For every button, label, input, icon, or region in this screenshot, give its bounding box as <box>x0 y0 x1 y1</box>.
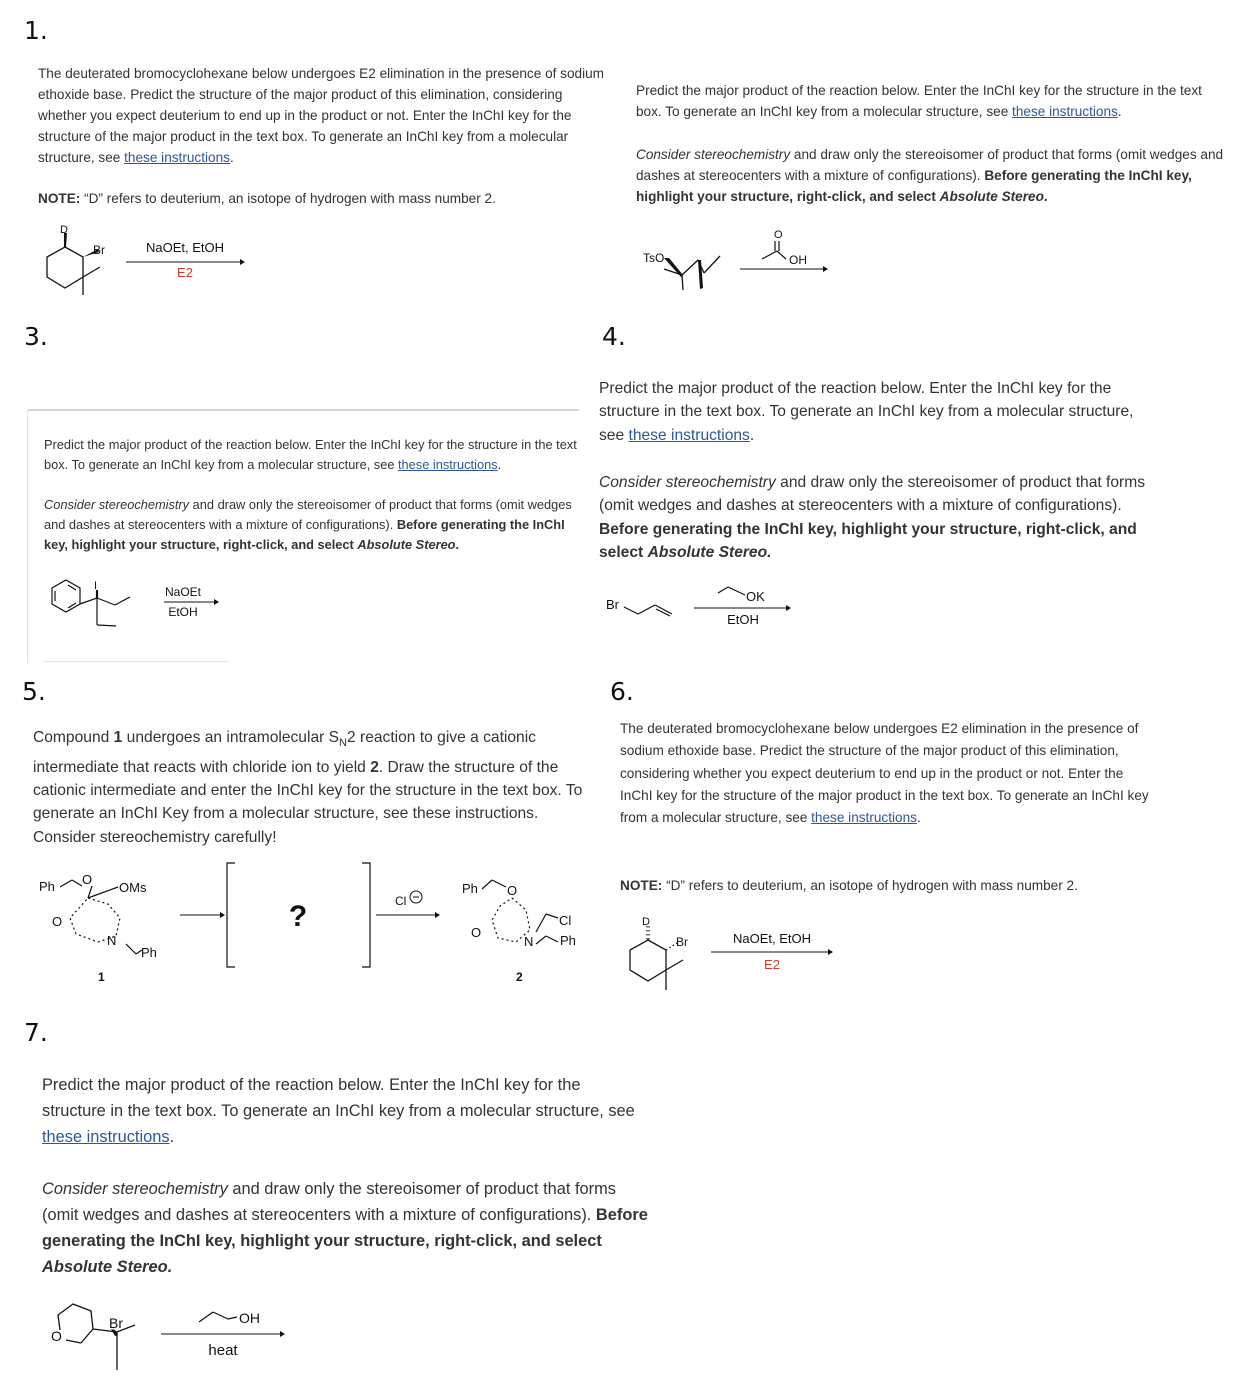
question-5-atom-o-2: O <box>507 883 518 898</box>
question-5-text-b: 2 reaction to give a cationic intermediate that reacts with chloride ion to yield <box>33 729 536 776</box>
question-3-reaction-scheme <box>44 575 234 640</box>
question-2-instructions-link[interactable]: these instructions <box>1012 104 1118 119</box>
question-1-note-label: NOTE: <box>38 191 81 206</box>
question-2-substrate <box>664 256 720 290</box>
question-7-reagent-oh: OH <box>239 1310 260 1326</box>
question-4-instructions-link[interactable]: these instructions <box>628 426 750 444</box>
question-2-reaction-scheme <box>640 220 840 300</box>
question-2-stereo-bold-italic: Absolute Stereo <box>939 189 1044 204</box>
question-3-text: Predict the major product of the reaction below. Enter the InChI key for the structure in the text box. To generate an InChI key from a molecular structure, see these instructions. <box>44 437 577 472</box>
question-4-reagent-ok: OK <box>746 589 765 604</box>
question-1-note <box>38 188 608 209</box>
question-1-number: 1. <box>24 16 48 45</box>
question-1-condition: E2 <box>177 265 193 280</box>
question-2-reagent-oh: OH <box>789 253 807 267</box>
question-2-prompt: Predict the major product of the reaction below. Enter the InChI key for the structure in the text box. To generate an InChI key from a molecular structure, see <box>636 83 1202 119</box>
question-2-reagent-o: O <box>774 229 783 241</box>
question-6-note-text: “D” refers to deuterium, an isotope of hydrogen with mass number 2. <box>666 878 1078 893</box>
question-4-text: Predict the major product of the reaction below. Enter the InChI key for the structure in the text box. To generate an InChI key from a molecular structure, see these instructions. <box>599 380 1134 444</box>
question-6-reagent: NaOEt, EtOH <box>732 931 812 946</box>
question-4-prompt: Predict the major product of the reaction below. Enter the InChI key for the structure in the text box. To generate an InChI key from a molecular structure, see <box>599 380 1134 444</box>
question-4-stereo-text: and draw only the stereoisomer of product that forms (omit wedges and dashes at stereocenters with a mixture of configurations). <box>599 474 1146 515</box>
question-1-atom-br: Br <box>93 243 105 257</box>
question-3-bottom-rule <box>44 661 228 662</box>
question-3-benzene-ring <box>52 580 80 612</box>
question-4-number: 4. <box>602 322 626 351</box>
question-7-instructions-link[interactable]: these instructions <box>42 1128 170 1146</box>
question-5-text-c: . Draw the structure of the cationic intermediate and enter the InChI key for the structure in the text box. To generate an InChI Key from a molecular structure, see these instructions. Consider stereochemistry carefully! <box>33 758 583 846</box>
question-1-text: The deuterated bromocyclohexane below undergoes E2 elimination in the presence of sodium ethoxide base. Predict the structure of the major product of this elimination, considering whether you expect deuterium to end up in the product or not. Enter the InChI key for the structure of the major product in the text box. To generate an InChI key from a molecular structure, see these instructions. <box>38 66 604 165</box>
question-5-compound-2-bonds <box>482 880 558 944</box>
question-2-stereo-note: Consider stereochemistry and draw only the stereoisomer of product that forms (omit wedges and dashes at stereocenters with a mixture of configurations). Before generating the InChI key, highlight your structure, right-click, and select Absolute Stereo. <box>636 147 1224 204</box>
question-3-alkyl-chain <box>80 597 130 626</box>
question-2-stereo-italic: Consider stereochemistry <box>636 147 791 162</box>
question-5-atom-o-ring-2: O <box>471 925 482 940</box>
question-6-condition: E2 <box>764 957 780 972</box>
question-5-number: 5. <box>22 677 46 706</box>
question-7-stereo-bold: Before generating the InChI key, highlight your structure, right-click, and select <box>42 1206 648 1250</box>
question-5-atom-ph-4: Ph <box>560 933 576 948</box>
question-3-stereo-italic: Consider stereochemistry <box>44 497 190 512</box>
question-6-note <box>620 875 1180 896</box>
question-3-stereo-bold: Before generating the InChI key, highlight your structure, right-click, and select <box>44 516 565 552</box>
question-7-ethanol <box>199 1312 237 1322</box>
question-2-stereo-text: and draw only the stereoisomer of product that forms (omit wedges and dashes at stereocenters with a mixture of configurations). <box>636 147 1224 183</box>
question-3-instructions-link[interactable]: these instructions <box>398 456 498 472</box>
question-5-label-2: 2 <box>516 970 523 984</box>
question-6-prompt: The deuterated bromocyclohexane below undergoes E2 elimination in the presence of sodium ethoxide base. Predict the structure of the major product of this elimination, considering whether you expect deuterium to end up in the product or not. Enter the InChI key for the structure of the major product in the text box. To generate an InChI key from a molecular structure, see <box>620 721 1149 826</box>
question-5-atom-oms: OMs <box>119 880 147 895</box>
question-3-stereo-text: and draw only the stereoisomer of product that forms (omit wedges and dashes at stereocenters with a mixture of configurations). <box>44 497 572 532</box>
question-2-atom-tso: TsO <box>643 251 665 265</box>
question-7-stereo-text: and draw only the stereoisomer of product that forms (omit wedges and dashes at stereocenters with a mixture of configurations). <box>42 1180 616 1224</box>
question-5-compound-2-ring <box>492 898 530 942</box>
question-4-stereo-italic: Consider stereochemistry <box>599 474 776 491</box>
question-4-atom-br: Br <box>606 597 619 612</box>
question-5-atom-cl: Cl <box>559 913 572 928</box>
question-1-prompt: The deuterated bromocyclohexane below undergoes E2 elimination in the presence of sodium ethoxide base. Predict the structure of the major product of this elimination, considering whether you expect deuterium to end up in the product or not. Enter the InChI key for the structure of the major product in the text box. To generate an InChI key from a molecular structure, see <box>38 66 604 165</box>
question-7-stereo-italic: Consider stereochemistry <box>42 1180 228 1198</box>
question-6-number: 6. <box>610 677 634 706</box>
question-1-note-text: “D” refers to deuterium, an isotope of hydrogen with mass number 2. <box>84 191 496 206</box>
question-1-instructions-link[interactable]: these instructions <box>124 150 230 165</box>
question-7-number: 7. <box>24 1018 48 1047</box>
question-4-stereo-bold-italic: Absolute Stereo <box>647 544 768 562</box>
question-2-tso-wedge <box>664 258 683 277</box>
question-5-atom-ph-3: Ph <box>462 881 478 896</box>
question-4-stereo-note: Consider stereochemistry and draw only the stereoisomer of product that forms (omit wedges and dashes at stereocenters with a mixture of configurations). Before generating the InChI key, highlight your structure, right-click, and select Absolute Stereo. <box>599 474 1146 562</box>
question-3-reagent-bottom: EtOH <box>168 605 198 619</box>
question-4-reaction-scheme <box>600 580 800 635</box>
question-4-stereo-bold: Before generating the InChI key, highlight your structure, right-click, and select <box>599 520 1137 562</box>
question-3-prompt: Predict the major product of the reaction below. Enter the InChI key for the structure in the text box. To generate an InChI key from a molecular structure, see <box>44 437 577 472</box>
question-6-text: The deuterated bromocyclohexane below undergoes E2 elimination in the presence of sodium ethoxide base. Predict the structure of the major product of this elimination, considering whether you expect deuterium to end up in the product or not. Enter the InChI key for the structure of the major product in the text box. To generate an InChI key from a molecular structure, see these instructions. <box>620 721 1149 826</box>
question-3-left-border <box>27 410 28 663</box>
question-4-ethoxide-bond <box>718 587 728 593</box>
question-7-condition: heat <box>208 1342 238 1359</box>
question-6-reaction-scheme <box>622 910 852 995</box>
question-2-text: Predict the major product of the reaction below. Enter the InChI key for the structure in the text box. To generate an InChI key from a molecular structure, see these instructions. <box>636 83 1202 119</box>
question-5-text <box>33 726 593 849</box>
question-5-atom-ph-2: Ph <box>141 945 157 960</box>
question-7-prompt: Predict the major product of the reaction below. Enter the InChI key for the structure in the text box. To generate an InChI key from a molecular structure, see <box>42 1076 635 1120</box>
question-5-text-compound: Compound <box>33 729 110 746</box>
question-5-compound-2-ref: 2 <box>370 758 379 776</box>
question-5-atom-n-1: N <box>107 933 117 948</box>
question-5-atom-o-ring-1: O <box>52 914 63 929</box>
question-5-label-1: 1 <box>98 970 105 984</box>
question-6-instructions-link[interactable]: these instructions <box>811 810 917 826</box>
question-5-compound-1-ref: 1 <box>113 729 123 746</box>
question-5-chloride: Cl <box>395 894 407 908</box>
question-7-text: Predict the major product of the reaction below. Enter the InChI key for the structure in the text box. To generate an InChI key from a molecular structure, see these instructions. <box>42 1076 635 1146</box>
question-6-note-label: NOTE: <box>620 878 663 893</box>
question-3-atom-i: I <box>94 580 98 592</box>
question-7-atom-br: Br <box>109 1315 123 1331</box>
question-4-solvent: EtOH <box>727 612 759 627</box>
question-7-stereo-bold-italic: Absolute Stereo <box>42 1258 168 1276</box>
question-4-allyl-bromide <box>624 605 672 616</box>
question-6-atom-d: D <box>642 916 650 928</box>
question-5-subscript-n: N <box>339 737 347 750</box>
question-5-question-mark: ? <box>288 900 308 933</box>
question-6-d-dash <box>647 926 649 940</box>
question-5-reaction-scheme <box>30 860 600 990</box>
question-1-reagent: NaOEt, EtOH <box>145 240 225 255</box>
question-5-atom-o-1: O <box>82 872 93 887</box>
question-2-stereo-bold: Before generating the InChI key, highlight your structure, right-click, and select <box>636 168 1192 204</box>
question-3-top-divider <box>28 409 579 411</box>
question-2-methyl-wedge <box>698 260 703 289</box>
question-3-number: 3. <box>24 322 48 351</box>
question-3-stereo-bold-italic: Absolute Stereo <box>357 536 456 552</box>
question-1-reaction-scheme <box>40 220 260 300</box>
question-1-atom-d: D <box>60 224 68 236</box>
question-3-stereo-note: Consider stereochemistry and draw only the stereoisomer of product that forms (omit wedges and dashes at stereocenters with a mixture of configurations). Before generating the InChI key, highlight your structure, right-click, and select Absolute Stereo. <box>44 497 572 552</box>
question-5-atom-n-2: N <box>524 934 534 949</box>
question-7-stereo-note: Consider stereochemistry and draw only the stereoisomer of product that forms (omit wedges and dashes at stereocenters with a mixture of configurations). Before generating the InChI key, highlight your structure, right-click, and select Absolute Stereo. <box>42 1180 648 1276</box>
question-7-oxane-ring <box>58 1304 135 1370</box>
question-3-reagent-top: NaOEt <box>164 585 202 599</box>
question-6-atom-br: Br <box>676 935 688 949</box>
question-2-reagent-acid <box>762 241 786 259</box>
question-5-text-a: undergoes an intramolecular S <box>126 729 340 746</box>
question-5-atom-ph-1: Ph <box>39 879 55 894</box>
question-7-atom-o: O <box>51 1328 62 1344</box>
question-7-reaction-scheme <box>45 1295 295 1375</box>
